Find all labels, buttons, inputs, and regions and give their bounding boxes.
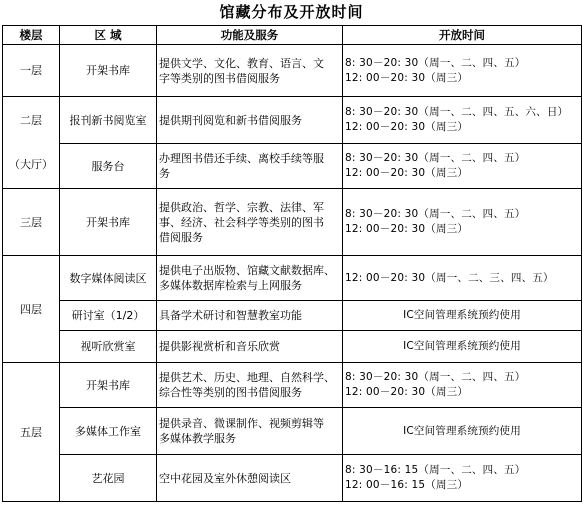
hours-line: 8: 30－20: 30（周一、二、四、五） (345, 152, 526, 164)
function-line: 提供政治、哲学、宗教、法律、军 (159, 200, 324, 214)
function-cell (157, 455, 343, 502)
area-cell: 开架书库 (60, 363, 157, 408)
floor-cell: 三层 (3, 189, 60, 256)
hours-line: IC空间管理系统预约使用 (403, 309, 521, 321)
header-function: 功能及服务 (157, 26, 343, 45)
function-cell (157, 256, 343, 301)
area-cell: 视听欣赏室 (60, 331, 157, 363)
function-line: 字等类别的图书借阅服务 (159, 71, 280, 85)
table-row (3, 455, 582, 502)
function-line: 事、经济、社会科学等类别的图书 (159, 215, 324, 229)
hours-cell (343, 144, 582, 189)
floor-label-extra: （大厅） (9, 157, 53, 171)
floor-cell (3, 97, 60, 189)
area-cell: 研讨室（1/2） (60, 301, 157, 331)
function-line: 空中花园及室外休憩阅读区 (159, 471, 291, 485)
table-row (3, 97, 582, 144)
hours-line: 12: 00－20: 30（周三） (345, 167, 469, 179)
function-line: 提供录音、微课制作、视频剪辑等 (159, 417, 324, 430)
table-row (3, 256, 582, 301)
hours-line: 12: 00－16: 15（周三） (345, 479, 469, 491)
function-cell (157, 45, 343, 97)
table-row (3, 189, 582, 256)
area-cell: 服务台 (60, 144, 157, 189)
function-cell (157, 301, 343, 331)
area-cell: 开架书库 (60, 189, 157, 256)
function-line: 办理图书借还手续、离校手续等服 (159, 152, 324, 165)
function-line: 多媒体数据库检索与上网服务 (159, 279, 302, 292)
table-row (3, 144, 582, 189)
function-line: 提供电子出版物、馆藏文献数据库、 (159, 264, 335, 277)
function-line: 提供期刊阅览和新书借阅服务 (159, 113, 302, 127)
floor-label: 二层 (20, 113, 42, 127)
header-area: 区 域 (60, 26, 157, 45)
function-line: 提供艺术、历史、地理、自然科学、 (159, 371, 335, 384)
hours-cell (343, 97, 582, 144)
hours-cell (343, 189, 582, 256)
hours-cell (343, 455, 582, 502)
table-row (3, 45, 582, 97)
function-line: 务 (159, 167, 170, 180)
page-title: 馆藏分布及开放时间 (219, 3, 364, 21)
header-hours: 开放时间 (343, 26, 582, 45)
hours-line: 8: 30－20: 30（周一、二、四、五、六、日） (345, 106, 569, 118)
function-cell (157, 331, 343, 363)
function-cell (157, 408, 343, 455)
function-line: 借阅服务 (159, 230, 203, 244)
area-cell: 报刊新书阅览室 (60, 97, 157, 144)
table-row (3, 331, 582, 363)
function-cell (157, 189, 343, 256)
floor-cell: 一层 (3, 45, 60, 97)
hours-cell (343, 408, 582, 455)
function-cell (157, 97, 343, 144)
hours-line: 12: 00－20: 30（周三） (345, 121, 469, 133)
hours-line: 12: 00－20: 30（周一、二、三、四、五） (345, 271, 554, 284)
header-row (3, 26, 582, 45)
hours-line: 8: 30－20: 30（周一、二、四、五） (345, 371, 526, 383)
table-row (3, 301, 582, 331)
table-row (3, 408, 582, 455)
function-line: 提供影视赏析和音乐欣赏 (159, 340, 280, 353)
hours-cell (343, 45, 582, 97)
header-floor: 楼层 (3, 26, 60, 45)
function-line: 提供文学、文化、教育、语言、文 (159, 56, 324, 70)
area-cell: 数字媒体阅读区 (60, 256, 157, 301)
hours-line: 12: 00－20: 30（周三） (345, 71, 469, 84)
hours-cell (343, 256, 582, 301)
function-cell (157, 363, 343, 408)
hours-cell (343, 363, 582, 408)
hours-cell (343, 301, 582, 331)
hours-line: 12: 00－20: 30（周三） (345, 223, 469, 235)
function-cell (157, 144, 343, 189)
hours-line: 12: 00－20: 30（周三） (345, 386, 469, 398)
function-line: 多媒体教学服务 (159, 432, 236, 445)
schedule-table (2, 25, 582, 502)
hours-line: IC空间管理系统预约使用 (403, 424, 521, 437)
table-row (3, 363, 582, 408)
floor-cell: 四层 (3, 256, 60, 363)
hours-line: 8: 30－20: 30（周一、二、四、五） (345, 56, 526, 69)
area-cell: 艺花园 (60, 455, 157, 502)
hours-cell (343, 331, 582, 363)
floor-cell: 五层 (3, 363, 60, 502)
function-line: 具备学术研讨和智慧教室功能 (159, 309, 302, 322)
hours-line: 8: 30－20: 30（周一、二、四、五） (345, 208, 526, 220)
hours-line: 8: 30－16: 15（周一、二、四、五） (345, 464, 526, 476)
function-line: 综合性等类别的图书借阅服务 (159, 386, 302, 399)
hours-line: IC空间管理系统预约使用 (403, 340, 521, 352)
area-cell: 开架书库 (60, 45, 157, 97)
area-cell: 多媒体工作室 (60, 408, 157, 455)
